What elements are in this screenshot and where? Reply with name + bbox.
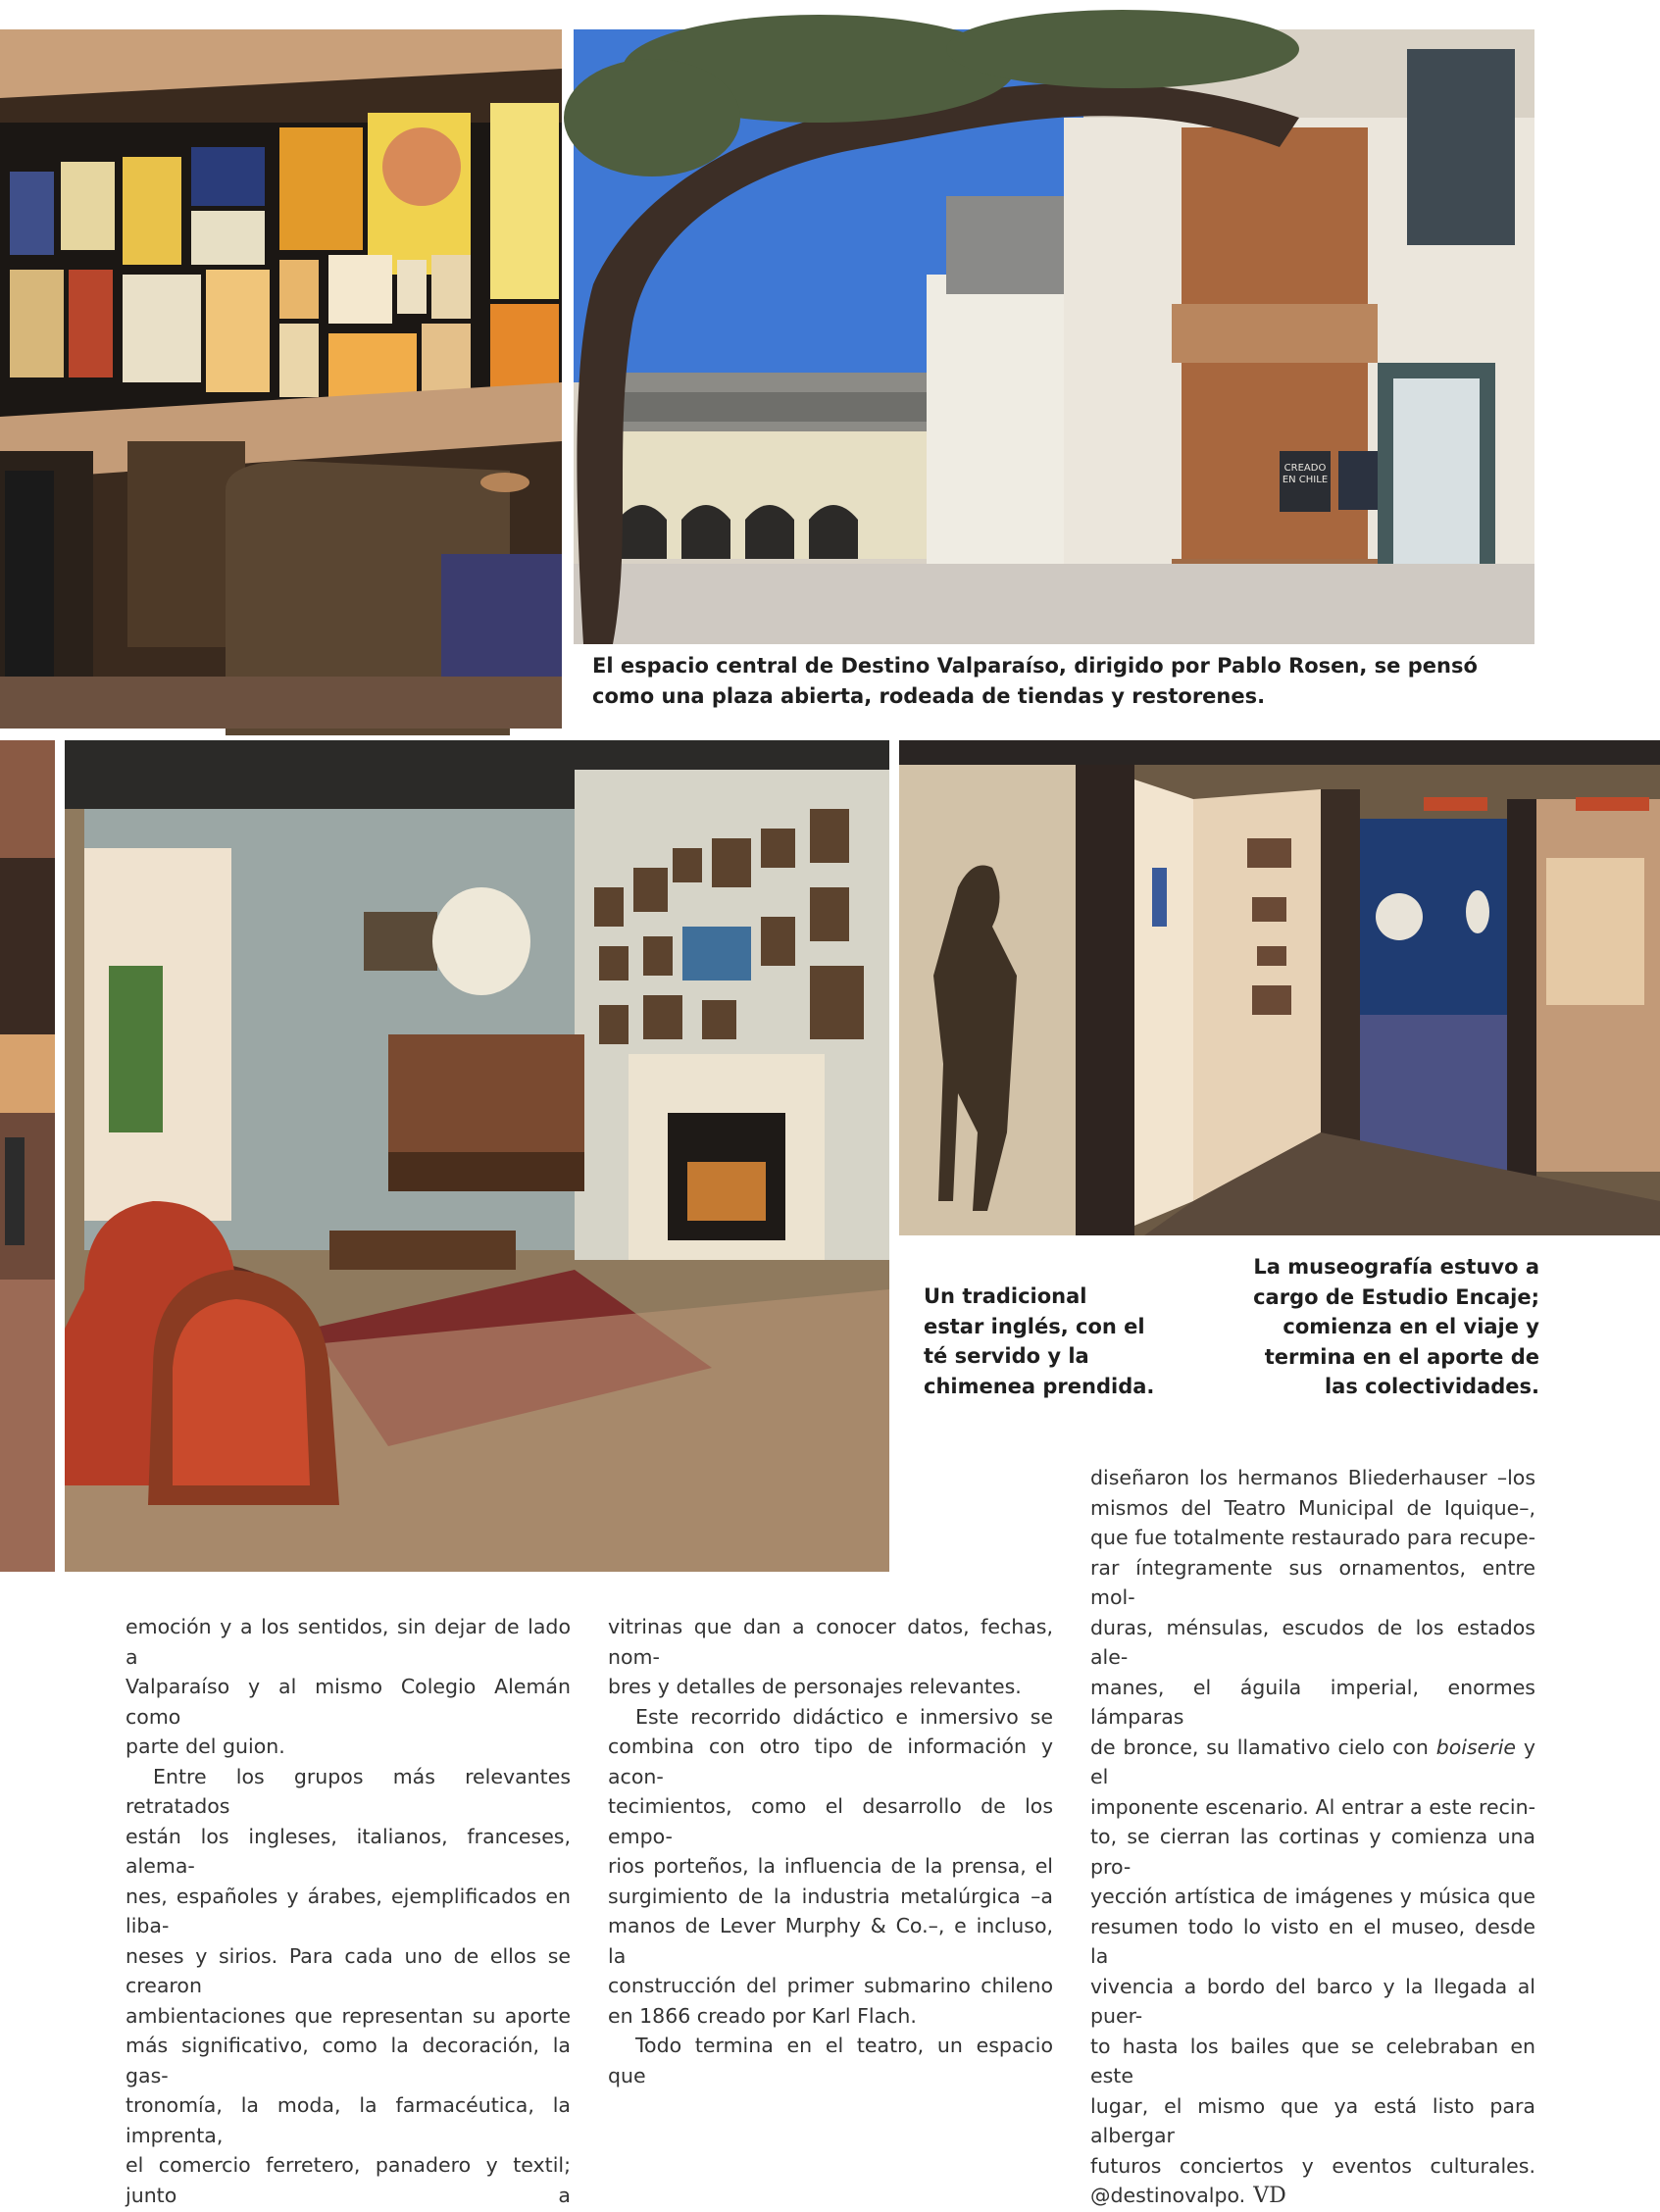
text-span: de bronce, su llamativo cielo con [1090,1734,1436,1759]
text-line: más significativo, como la decoración, la gas- [126,2034,571,2087]
caption-parlor [924,1282,1218,1401]
text-line: to hasta los bailes que se celebraban en este [1090,2034,1535,2087]
text-line: mismos del Teatro Municipal de Iquique–, [1090,1495,1535,1520]
article-column-2 [608,1612,1053,2090]
caption-line: La museografía estuvo a [1253,1255,1539,1279]
text-span: y el [1090,1734,1535,1788]
text-line: neses y sirios. Para cada uno de ellos se crearon [126,1943,571,1997]
text-line: manes, el águila imperial, enormes lámparas [1090,1675,1535,1729]
text-line: ambientaciones que representan su aporte [126,2003,571,2028]
caption-line: las colectividades. [1324,1375,1539,1398]
text-line: to, se cierran las cortinas y comienza una pro- [1090,1825,1535,1879]
text-line: tronomía, la moda, la farmacéutica, la imprenta, [126,2093,571,2147]
text-line: Entre los grupos más relevantes retratados [126,1764,571,1818]
photo-english-parlor [65,740,889,1572]
caption-line: comienza en el viaje y [1283,1315,1539,1338]
text-line: emoción y a los sentidos, sin dejar de lado a [126,1615,571,1669]
text-line: en 1866 creado por Karl Flach. [608,2003,917,2028]
text-line: diseñaron los hermanos Bliederhauser –los [1090,1466,1535,1489]
text-line: Este recorrido didáctico e inmersivo se [635,1704,1053,1729]
text-line: rar íntegramente sus ornamentos, entre mol- [1090,1555,1535,1609]
text-line: lugar, el mismo que ya está listo para albergar [1090,2093,1535,2147]
text-line: bres y detalles de personajes relevantes. [608,1675,1022,1698]
text-line: duras, ménsulas, escudos de los estados ale- [1090,1615,1535,1669]
text-line: que fue totalmente restaurado para recupe- [1090,1526,1535,1549]
article-column-3 [1090,1463,1535,2212]
text-line: el comercio ferretero, panadero y textil; junto a [126,2153,571,2207]
text-line: rios porteños, la influencia de la prensa, el [608,1854,1053,1878]
text-line: vitrinas que dan a conocer datos, fechas, nom- [608,1615,1053,1669]
text-line [1090,1733,1535,1792]
caption-line: Un tradicional [924,1284,1087,1308]
text-line: parte del guion. [126,1734,285,1758]
text-line: imponente escenario. Al entrar a este recin- [1090,1794,1535,1819]
caption-line: cargo de Estudio Encaje; [1253,1284,1539,1309]
text-line: construcción del primer submarino chileno [608,1974,1053,1997]
caption-line: té servido y la [924,1344,1089,1368]
photo-antique-shop [0,29,562,729]
text-line: vivencia a bordo del barco y la llegada al puer- [1090,1974,1535,2028]
caption-line: termina en el aporte de [1264,1344,1539,1369]
caption-plaza: El espacio central de Destino Valparaíso, dirigido por Pablo Rosen, se pensó como una plaza abierta, rodeada de tiendas y restorenes. [592,654,1478,708]
text-line [1090,2181,1535,2212]
text-line: tecimientos, como el desarrollo de los empo- [608,1794,1053,1848]
photo-hallway-edge [0,740,55,1572]
text-line: yección artística de imágenes y música que [1090,1885,1535,1908]
text-line: Valparaíso y al mismo Colegio Alemán como [126,1675,571,1729]
text-line: surgimiento de la industria metalúrgica –a [608,1884,1053,1908]
photo-plaza-courtyard [574,29,1534,644]
caption-line: chimenea prendida. [924,1374,1155,1398]
text-line: futuros conciertos y eventos culturales. [1090,2153,1535,2178]
caption-museography [1226,1252,1539,1402]
text-line: están los ingleses, italianos, franceses, alema- [126,1824,571,1878]
text-line: nes, españoles y árabes, ejemplificados en liba- [126,1884,571,1937]
article-column-1 [126,1612,571,2210]
author-signature: VD [1253,2184,1286,2208]
photo-museum-gallery [899,740,1660,1235]
sign-creado-en-chile: CREADO EN CHILE [1280,451,1331,512]
text-line: manos de Lever Murphy & Co.–, e incluso, la [608,1914,1053,1968]
social-handle: @destinovalpo. [1090,2184,1246,2207]
text-line: resumen todo lo visto en el museo, desde la [1090,1914,1535,1968]
caption-line: estar inglés, con el [924,1314,1145,1338]
text-line: Todo termina en el teatro, un espacio que [608,2034,1053,2087]
text-italic: boiserie [1435,1734,1517,1759]
text-line: combina con otro tipo de información y acon- [608,1734,1053,1788]
